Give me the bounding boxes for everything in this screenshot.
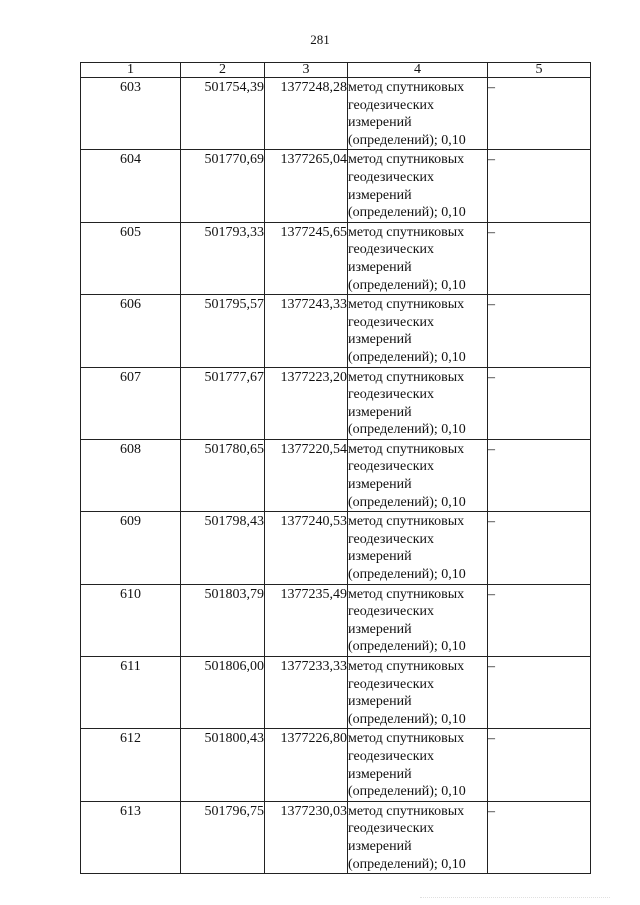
table-row [81,729,591,801]
method-line: (определений); 0,10 [348,349,466,365]
table-row [81,295,591,367]
x-coordinate-cell: 501780,65 [181,439,265,511]
column-header-3: 3 [265,63,348,78]
y-coordinate-cell: 1377230,03 [265,801,348,873]
table-row [81,801,591,873]
note-cell: – [488,222,591,294]
point-number-cell: 605 [81,222,181,294]
method-line: измерений [348,621,412,637]
method-line: геодезических [348,459,435,475]
table-header [81,63,591,78]
table-row [81,439,591,511]
method-line: метод спутниковых [348,369,465,385]
method-line: геодезических [348,314,435,330]
method-cell [348,729,488,801]
y-coordinate-cell: 1377226,80 [265,729,348,801]
note-cell: – [488,657,591,729]
method-line: (определений); 0,10 [348,784,466,800]
point-number-cell: 611 [81,657,181,729]
method-line: (определений); 0,10 [348,567,466,583]
method-line: измерений [348,259,412,275]
x-coordinate-cell: 501806,00 [181,657,265,729]
method-line: геодезических [348,531,435,547]
method-cell [348,295,488,367]
method-line: геодезических [348,97,435,113]
page-number: 281 [310,32,330,47]
point-number-cell: 613 [81,801,181,873]
method-line: (определений); 0,10 [348,132,466,148]
table-row [81,512,591,584]
method-cell [348,222,488,294]
method-line: геодезических [348,821,435,837]
method-line: метод спутниковых [348,803,465,819]
coordinates-table [80,62,591,874]
x-coordinate-cell: 501793,33 [181,222,265,294]
point-number-cell: 612 [81,729,181,801]
x-coordinate-cell: 501754,39 [181,78,265,150]
point-number-cell: 603 [81,78,181,150]
y-coordinate-cell: 1377223,20 [265,367,348,439]
note-cell: – [488,78,591,150]
y-coordinate-cell: 1377265,04 [265,150,348,222]
note-cell: – [488,439,591,511]
note-cell: – [488,729,591,801]
method-line: измерений [348,766,412,782]
note-cell: – [488,367,591,439]
y-coordinate-cell: 1377220,54 [265,439,348,511]
method-line: метод спутниковых [348,80,465,95]
scan-artifact [420,897,610,901]
x-coordinate-cell: 501798,43 [181,512,265,584]
method-line: метод спутниковых [348,152,465,168]
column-header-5: 5 [488,63,591,78]
table-row [81,150,591,222]
method-line: измерений [348,404,412,420]
method-line: геодезических [348,748,435,764]
y-coordinate-cell: 1377233,33 [265,657,348,729]
method-line: метод спутниковых [348,297,465,313]
method-line: метод спутниковых [348,441,465,457]
x-coordinate-cell: 501770,69 [181,150,265,222]
method-line: геодезических [348,604,435,620]
column-header-4: 4 [348,63,488,78]
x-coordinate-cell: 501796,75 [181,801,265,873]
method-line: (определений); 0,10 [348,856,466,872]
method-line: метод спутниковых [348,224,465,240]
y-coordinate-cell: 1377245,65 [265,222,348,294]
method-cell [348,584,488,656]
point-number-cell: 607 [81,367,181,439]
method-line: (определений); 0,10 [348,277,466,293]
x-coordinate-cell: 501795,57 [181,295,265,367]
point-number-cell: 606 [81,295,181,367]
column-header-1: 1 [81,63,181,78]
y-coordinate-cell: 1377243,33 [265,295,348,367]
method-line: геодезических [348,676,435,692]
method-line: (определений); 0,10 [348,422,466,438]
note-cell: – [488,512,591,584]
method-line: измерений [348,694,412,710]
method-line: метод спутниковых [348,659,465,674]
y-coordinate-cell: 1377248,28 [265,78,348,150]
method-line: геодезических [348,242,435,258]
method-line: метод спутниковых [348,586,465,602]
table-row [81,222,591,294]
method-cell [348,439,488,511]
method-line: геодезических [348,387,435,403]
x-coordinate-cell: 501777,67 [181,367,265,439]
method-line: измерений [348,838,412,854]
point-number-cell: 609 [81,512,181,584]
method-line: (определений); 0,10 [348,205,466,221]
method-line: метод спутниковых [348,514,465,530]
note-cell: – [488,801,591,873]
column-header-2: 2 [181,63,265,78]
x-coordinate-cell: 501803,79 [181,584,265,656]
method-cell [348,367,488,439]
method-cell [348,150,488,222]
method-line: измерений [348,332,412,348]
table-row [81,78,591,150]
method-line: измерений [348,549,412,565]
method-line: (определений); 0,10 [348,711,466,727]
x-coordinate-cell: 501800,43 [181,729,265,801]
method-line: измерений [348,477,412,493]
y-coordinate-cell: 1377240,53 [265,512,348,584]
y-coordinate-cell: 1377235,49 [265,584,348,656]
method-line: (определений); 0,10 [348,639,466,655]
note-cell: – [488,150,591,222]
method-cell [348,78,488,150]
method-cell [348,657,488,729]
method-line: измерений [348,187,412,203]
method-line: геодезических [348,169,435,185]
table-row [81,657,591,729]
method-cell [348,512,488,584]
method-line: метод спутниковых [348,731,465,747]
point-number-cell: 604 [81,150,181,222]
method-line: (определений); 0,10 [348,494,466,510]
table-row [81,584,591,656]
table-body [81,78,591,874]
method-line: измерений [348,115,412,131]
point-number-cell: 610 [81,584,181,656]
note-cell: – [488,295,591,367]
point-number-cell: 608 [81,439,181,511]
table-row [81,367,591,439]
method-cell [348,801,488,873]
header-row [81,63,591,78]
note-cell: – [488,584,591,656]
